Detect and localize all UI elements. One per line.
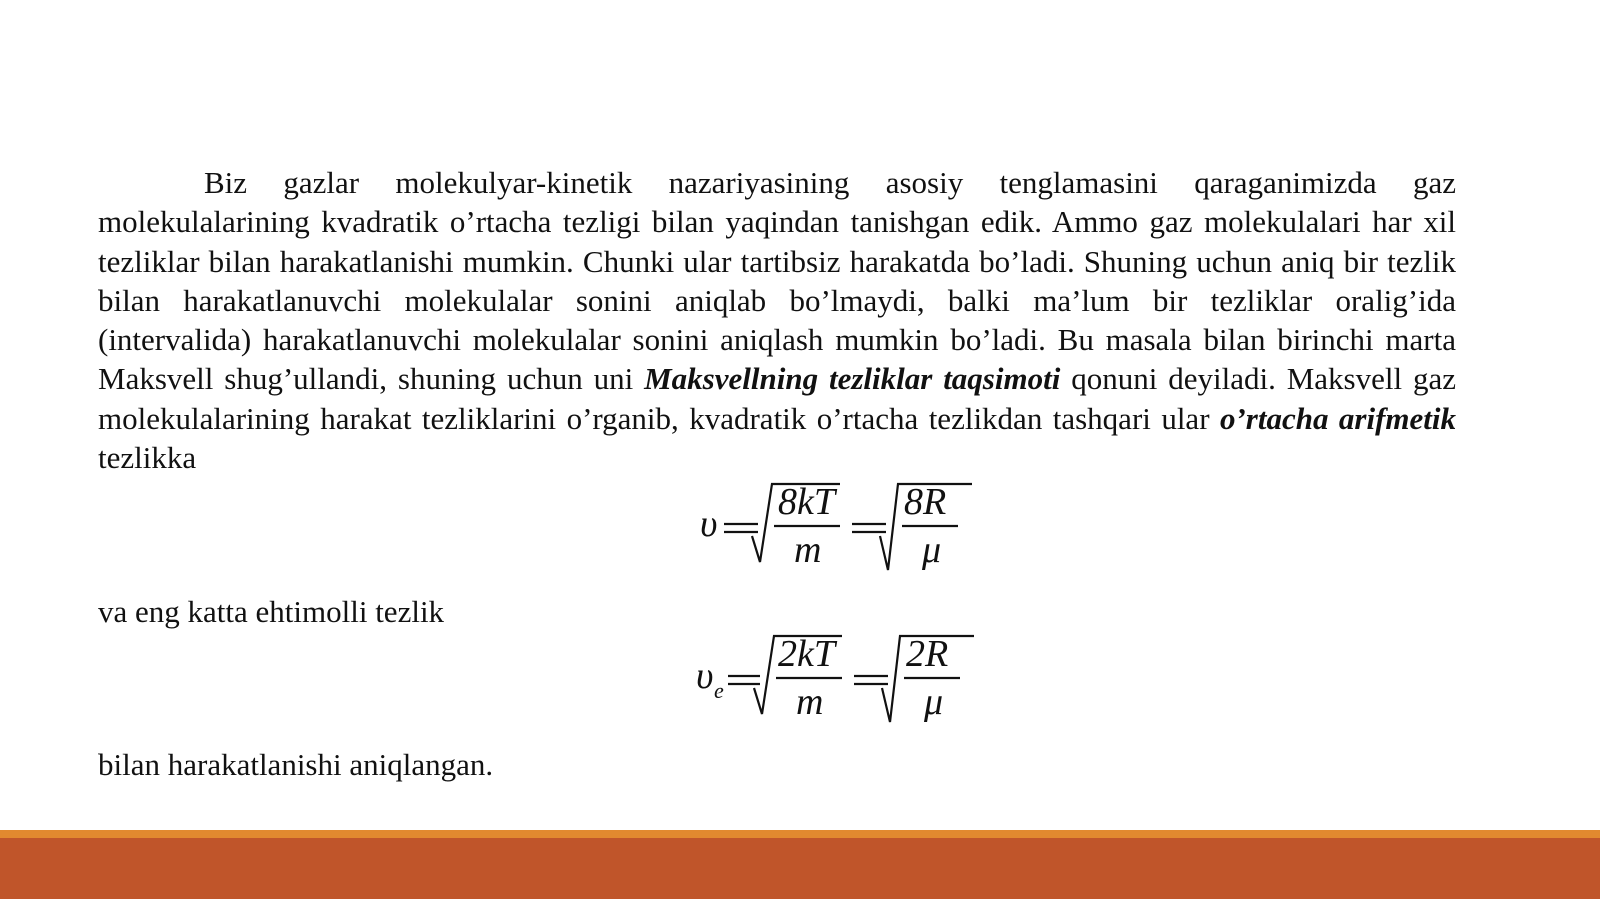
formula-probable-lhs-sub: e [714,678,724,703]
paragraph-text-3: tezlikka [98,440,197,476]
term-arithmetic-mean: o’rtacha arifmetik [1219,400,1456,436]
formula-probable-den2: μ [924,681,944,723]
formula-probable-lhs: υ [696,655,714,697]
formula-probable-num2: 2R [906,633,949,675]
formula-mean-lhs: υ [700,503,718,545]
formula-probable-den1: m [796,681,824,723]
formula-mean-num1: 8kT [778,481,835,523]
paragraph-text-1: Biz gazlar molekulyar-kinetik nazariyasining asosiy tenglamasini qaraganimizda gaz molekulalarining kvadratik o’rtacha tezligi bilan yaqindan tanishgan edik. Ammo gaz molekulalari har xil tezliklar bilan harakatlanishi mumkin. Chunki ular tartibsiz harakatda bo’ladi. Shuning uchun aniq bir tezlik bilan harakatlanuvchi molekulalar sonini aniqlab bo’lmaydi, balki ma’lum bir tezliklar oralig’ida (intervalida) harakatlanuvchi molekulalar sonini aniqlash mumkin bo’ladi. Bu masala bilan birinchi marta Maksvell shug’ullandi, shuning uchun uni [98,165,1456,397]
footer-band [0,830,1600,899]
term-maxwell-distribution: Maksvellning tezliklar taqsimoti [644,361,1061,397]
formula-mean-num2: 8R [904,481,947,523]
paragraph-text-2: qonuni deyiladi. Maksvell gaz molekulalarining harakat tezliklarini o’rganib, kvadratik o’rtacha tezlikdan tashqari ular [98,361,1456,436]
formula-probable-speed [696,630,978,738]
probable-speed-line: va eng katta ehtimolli tezlik [98,594,445,629]
formula-mean-den2: μ [922,529,942,571]
formula-mean-den1: m [794,529,822,571]
main-paragraph [98,163,1456,477]
final-line: bilan harakatlanishi aniqlangan. [98,747,494,782]
formula-probable-num1: 2kT [778,633,835,675]
formula-mean-speed [700,478,975,586]
